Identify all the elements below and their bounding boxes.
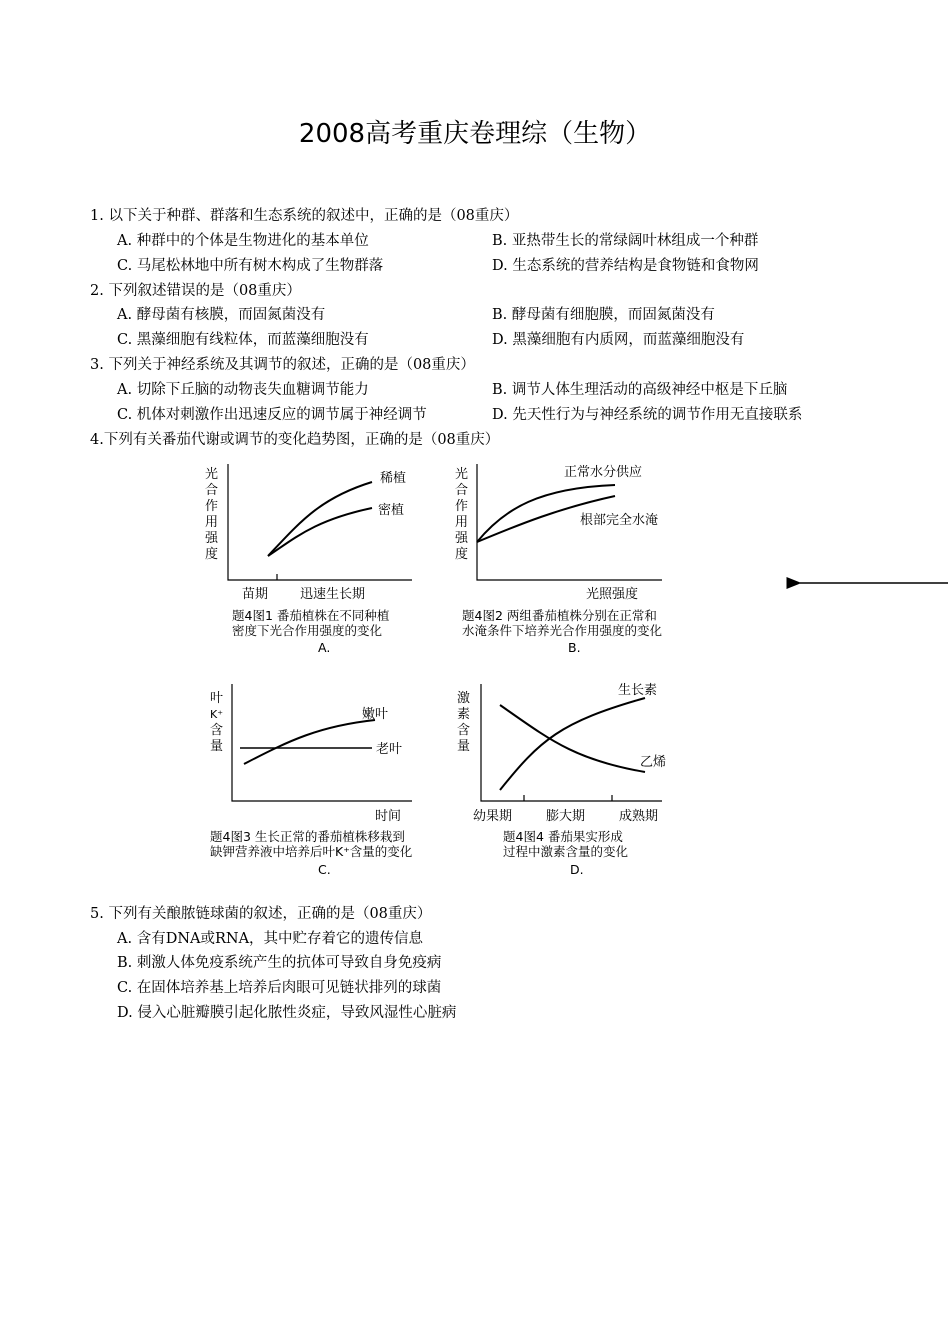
figD-caption-2: 过程中激素含量的变化 bbox=[503, 844, 629, 859]
q5-option-a: A. 含有DNA或RNA，其中贮存着它的遗传信息 bbox=[117, 931, 424, 947]
q5-option-b: B. 刺激人体免疫系统产生的抗体可导致自身免疫病 bbox=[117, 955, 442, 971]
figA-ylabel-2: 作 bbox=[205, 499, 219, 514]
figB-letter: B. bbox=[568, 640, 581, 655]
q2-stem: 2. 下列叙述错误的是（08重庆） bbox=[90, 283, 301, 299]
page-title: 2008高考重庆卷理综（生物） bbox=[298, 119, 652, 149]
figure-c bbox=[210, 684, 413, 877]
figC-curve-young bbox=[244, 720, 375, 764]
figD-caption-1: 题4图4 番茄果实形成 bbox=[503, 829, 623, 844]
figB-ylabel-2: 作 bbox=[455, 499, 469, 514]
figC-label-old: 老叶 bbox=[376, 742, 403, 757]
figA-xtick-2: 迅速生长期 bbox=[300, 587, 366, 602]
figA-ylabel-1: 合 bbox=[205, 483, 219, 498]
figD-ylabel-3: 量 bbox=[457, 739, 471, 754]
q3-option-a: A. 切除下丘脑的动物丧失血糖调节能力 bbox=[117, 382, 369, 398]
figA-label-sparse: 稀植 bbox=[380, 471, 407, 486]
figA-ylabel-3: 用 bbox=[205, 515, 219, 530]
figA-ylabel-5: 度 bbox=[205, 547, 219, 562]
q2-option-b: B. 酵母菌有细胞膜，而固氮菌没有 bbox=[492, 307, 715, 323]
figD-ylabel-0: 激 bbox=[457, 691, 471, 706]
q5-stem: 5. 下列有关酿脓链球菌的叙述，正确的是（08重庆） bbox=[90, 906, 432, 922]
figD-curve-ethylene bbox=[500, 705, 645, 772]
figB-label-normal: 正常水分供应 bbox=[564, 465, 643, 480]
q2-option-d: D. 黑藻细胞有内质网，而蓝藻细胞没有 bbox=[492, 332, 745, 348]
q1-option-b: B. 亚热带生长的常绿阔叶林组成一个种群 bbox=[492, 233, 759, 249]
figD-ylabel-2: 含 bbox=[457, 723, 471, 738]
figC-ylabel-0: 叶 bbox=[210, 691, 224, 706]
figB-ylabel-4: 强 bbox=[455, 531, 469, 546]
q1-option-c: C. 马尾松林地中所有树木构成了生物群落 bbox=[117, 258, 384, 274]
q1-option-a: A. 种群中的个体是生物进化的基本单位 bbox=[117, 233, 369, 249]
figD-label-ethylene: 乙烯 bbox=[640, 755, 667, 770]
figA-caption-2: 密度下光合作用强度的变化 bbox=[232, 623, 383, 638]
figA-label-dense: 密植 bbox=[378, 503, 405, 518]
q4-stem: 4.下列有关番茄代谢或调节的变化趋势图，正确的是（08重庆） bbox=[90, 432, 500, 448]
figD-curve-auxin bbox=[500, 698, 645, 790]
figure-a bbox=[205, 464, 412, 655]
figC-letter: C. bbox=[318, 862, 331, 877]
figC-caption-2: 缺钾营养液中培养后叶K⁺含量的变化 bbox=[210, 844, 413, 859]
figD-letter: D. bbox=[570, 862, 584, 877]
figB-ylabel-1: 合 bbox=[455, 483, 469, 498]
figB-xtick-1: 光照强度 bbox=[586, 587, 639, 602]
q2-option-a: A. 酵母菌有核膜，而固氮菌没有 bbox=[117, 307, 326, 323]
figA-xtick-1: 苗期 bbox=[242, 587, 269, 602]
figA-letter: A. bbox=[318, 640, 331, 655]
figD-label-auxin: 生长素 bbox=[618, 683, 658, 698]
q3-option-d: D. 先天性行为与神经系统的调节作用无直接联系 bbox=[492, 407, 803, 423]
q1-stem: 1. 以下关于种群、群落和生态系统的叙述中，正确的是（08重庆） bbox=[90, 208, 519, 224]
q3-stem: 3. 下列关于神经系统及其调节的叙述，正确的是（08重庆） bbox=[90, 357, 475, 373]
figC-label-young: 嫩叶 bbox=[362, 707, 389, 722]
figure-d bbox=[457, 682, 666, 877]
q5-option-d: D. 侵入心脏瓣膜引起化脓性炎症，导致风湿性心脏病 bbox=[117, 1005, 457, 1021]
figC-ylabel-3: 量 bbox=[210, 739, 224, 754]
figC-caption-1: 题4图3 生长正常的番茄植株移栽到 bbox=[210, 829, 405, 844]
figB-caption-1: 题4图2 两组番茄植株分别在正常和 bbox=[462, 608, 657, 623]
figure-b bbox=[455, 464, 663, 655]
figC-ylabel-1: K⁺ bbox=[210, 708, 224, 721]
figC-xtick-1: 时间 bbox=[375, 809, 402, 824]
figA-ylabel-0: 光 bbox=[205, 467, 219, 482]
figB-caption-2: 水淹条件下培养光合作用强度的变化 bbox=[462, 623, 663, 638]
q2-option-c: C. 黑藻细胞有线粒体，而蓝藻细胞没有 bbox=[117, 332, 369, 348]
figA-caption-1: 题4图1 番茄植株在不同种植 bbox=[232, 608, 390, 623]
q5-option-c: C. 在固体培养基上培养后肉眼可见链状排列的球菌 bbox=[117, 980, 442, 996]
figD-ylabel-1: 素 bbox=[457, 707, 471, 722]
figB-label-flooded: 根部完全水淹 bbox=[580, 513, 659, 528]
q1-option-d: D. 生态系统的营养结构是食物链和食物网 bbox=[492, 258, 759, 274]
figD-xtick-2: 膨大期 bbox=[546, 809, 586, 824]
figA-curve-dense bbox=[268, 508, 372, 556]
figB-ylabel-5: 度 bbox=[455, 547, 469, 562]
figD-xtick-1: 幼果期 bbox=[473, 809, 513, 824]
figB-ylabel-0: 光 bbox=[455, 467, 469, 482]
figA-ylabel-4: 强 bbox=[205, 531, 219, 546]
figC-ylabel-2: 含 bbox=[210, 723, 224, 738]
figD-xtick-3: 成熟期 bbox=[619, 809, 659, 824]
q3-option-c: C. 机体对刺激作出迅速反应的调节属于神经调节 bbox=[117, 407, 427, 423]
figB-ylabel-3: 用 bbox=[455, 515, 469, 530]
q3-option-b: B. 调节人体生理活动的高级神经中枢是下丘脑 bbox=[492, 382, 788, 398]
q4-figures bbox=[0, 450, 950, 890]
